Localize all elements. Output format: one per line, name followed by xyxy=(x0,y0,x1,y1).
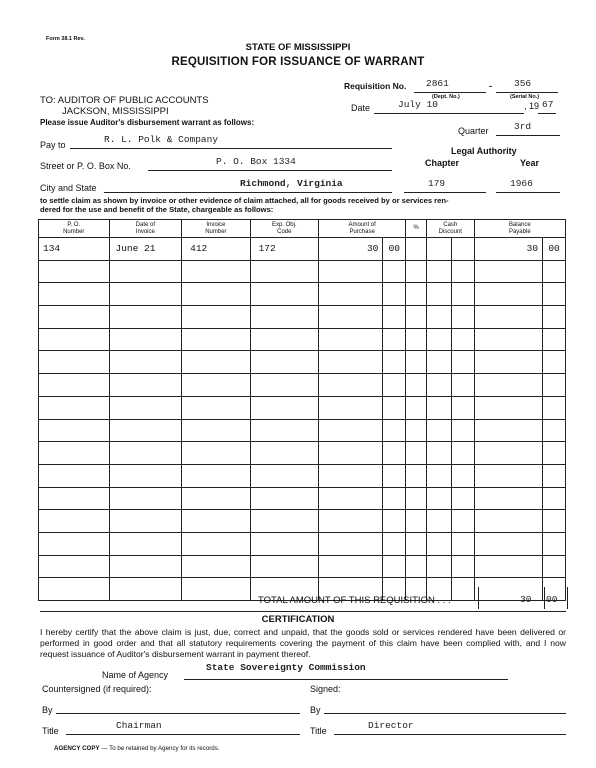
table-cell[interactable] xyxy=(451,260,474,283)
table-cell[interactable] xyxy=(182,283,250,306)
table-row xyxy=(39,396,566,419)
table-cell[interactable] xyxy=(182,442,250,465)
date-value[interactable]: July 10 xyxy=(398,99,438,110)
table-cell[interactable] xyxy=(250,510,318,533)
table-cell[interactable] xyxy=(474,351,542,374)
table-cell[interactable] xyxy=(109,555,182,578)
legal-year-value[interactable]: 1966 xyxy=(510,178,533,189)
table-cell[interactable] xyxy=(474,487,542,510)
table-cell[interactable] xyxy=(383,419,406,442)
table-cell[interactable] xyxy=(474,396,542,419)
to-line-2: JACKSON, MISSISSIPPI xyxy=(62,106,169,117)
table-cell[interactable] xyxy=(319,374,383,397)
table-cell[interactable] xyxy=(109,328,182,351)
table-cell[interactable] xyxy=(182,351,250,374)
certification-text: I hereby certify that the above claim is just, due, correct and unpaid, that the goods sold or services rendered have been delivered or performed in good order and that all statutory requirements covering the payment of this claim have been complied with, and I now request issuance of Auditor's disbursement warrant in payment thereof. xyxy=(40,627,566,659)
table-cell[interactable] xyxy=(406,306,427,329)
table-cell[interactable] xyxy=(543,351,566,374)
total-label: TOTAL AMOUNT OF THIS REQUISITION . . . xyxy=(258,595,451,606)
city-value[interactable]: Richmond, Virginia xyxy=(240,178,343,189)
to-line-1: TO: AUDITOR OF PUBLIC ACCOUNTS xyxy=(40,95,209,106)
requisition-label: Requisition No. xyxy=(344,81,407,91)
table-cell[interactable] xyxy=(383,532,406,555)
table-cell[interactable] xyxy=(474,283,542,306)
table-cell[interactable] xyxy=(109,306,182,329)
table-cell[interactable] xyxy=(39,510,110,533)
table-cell[interactable] xyxy=(182,306,250,329)
table-cell[interactable] xyxy=(543,328,566,351)
table-cell[interactable] xyxy=(182,419,250,442)
table-cell[interactable] xyxy=(543,464,566,487)
table-cell[interactable] xyxy=(250,328,318,351)
table-cell[interactable] xyxy=(182,487,250,510)
table-cell[interactable] xyxy=(319,532,383,555)
table-cell[interactable] xyxy=(39,419,110,442)
table-cell[interactable] xyxy=(426,487,451,510)
legal-authority-label: Legal Authority xyxy=(451,146,517,156)
table-cell[interactable] xyxy=(383,510,406,533)
chapter-value[interactable]: 179 xyxy=(428,178,446,189)
requisition-serial-value[interactable]: 356 xyxy=(514,78,532,89)
table-cell[interactable] xyxy=(39,260,110,283)
table-cell[interactable] xyxy=(109,351,182,374)
table-cell[interactable] xyxy=(426,464,451,487)
header-percent: % xyxy=(406,220,427,238)
table-cell[interactable] xyxy=(451,306,474,329)
table-cell[interactable] xyxy=(39,442,110,465)
table-cell[interactable] xyxy=(383,396,406,419)
cell-discount-a[interactable] xyxy=(426,238,451,261)
divider xyxy=(40,611,566,612)
title-label-right: Title xyxy=(310,726,327,736)
table-cell[interactable] xyxy=(406,555,427,578)
table-cell[interactable] xyxy=(426,442,451,465)
table-cell[interactable] xyxy=(250,464,318,487)
settle-text-2: dered for the use and benefit of the State, chargeable as follows: xyxy=(40,205,274,214)
pay-to-value[interactable]: R. L. Polk & Company xyxy=(104,134,219,145)
table-cell[interactable] xyxy=(406,396,427,419)
table-cell[interactable] xyxy=(474,442,542,465)
title-label-left: Title xyxy=(42,726,59,736)
table-row xyxy=(39,442,566,465)
table-cell[interactable] xyxy=(39,578,110,601)
pay-to-label: Pay to xyxy=(40,140,66,150)
cell-balance-dollars[interactable]: 30 xyxy=(474,238,542,261)
header-cash-discount: Cash Discount xyxy=(426,220,474,238)
table-row xyxy=(39,419,566,442)
table-cell[interactable] xyxy=(383,442,406,465)
serial-caption: (Serial No.) xyxy=(510,94,540,100)
table-cell[interactable] xyxy=(383,374,406,397)
agency-label: Name of Agency xyxy=(102,670,169,680)
table-cell[interactable] xyxy=(543,510,566,533)
table-cell[interactable] xyxy=(109,283,182,306)
table-cell[interactable] xyxy=(319,260,383,283)
table-cell[interactable] xyxy=(39,396,110,419)
table-cell[interactable] xyxy=(543,283,566,306)
left-title-value[interactable]: Chairman xyxy=(116,720,162,731)
table-cell[interactable] xyxy=(406,487,427,510)
chapter-label: Chapter xyxy=(425,158,460,168)
table-cell[interactable] xyxy=(406,283,427,306)
table-row xyxy=(39,374,566,397)
table-cell[interactable] xyxy=(182,396,250,419)
table-cell[interactable] xyxy=(406,532,427,555)
instruction-text: Please issue Auditor's disbursement warrant as follows: xyxy=(40,118,255,127)
table-cell[interactable] xyxy=(426,396,451,419)
table-cell[interactable] xyxy=(474,419,542,442)
table-cell[interactable] xyxy=(543,487,566,510)
table-cell[interactable] xyxy=(250,419,318,442)
state-heading: STATE OF MISSISSIPPI xyxy=(245,42,351,53)
table-cell[interactable] xyxy=(319,351,383,374)
table-cell[interactable] xyxy=(109,578,182,601)
table-cell[interactable] xyxy=(451,328,474,351)
table-cell[interactable] xyxy=(451,442,474,465)
right-title-value[interactable]: Director xyxy=(368,720,414,731)
table-cell[interactable] xyxy=(451,283,474,306)
table-cell[interactable] xyxy=(39,351,110,374)
table-cell[interactable] xyxy=(109,419,182,442)
date-label: Date xyxy=(351,103,371,113)
table-cell[interactable] xyxy=(109,532,182,555)
table-cell[interactable] xyxy=(543,396,566,419)
table-cell[interactable] xyxy=(182,464,250,487)
table-cell[interactable] xyxy=(109,260,182,283)
table-cell[interactable] xyxy=(543,374,566,397)
table-cell[interactable] xyxy=(250,351,318,374)
agency-value[interactable]: State Sovereignty Commission xyxy=(206,662,366,673)
table-cell[interactable] xyxy=(383,283,406,306)
table-cell[interactable] xyxy=(383,464,406,487)
cell-amount-dollars[interactable]: 30 xyxy=(319,238,383,261)
total-dollars-box xyxy=(478,587,545,609)
table-cell[interactable] xyxy=(406,374,427,397)
table-cell[interactable] xyxy=(250,442,318,465)
cell-date[interactable]: June 21 xyxy=(109,238,182,261)
header-invoice-number: Invoice Number xyxy=(182,220,250,238)
table-row xyxy=(39,487,566,510)
table-cell[interactable] xyxy=(383,306,406,329)
table-cell[interactable] xyxy=(474,510,542,533)
countersigned-label: Countersigned (if required): xyxy=(42,684,152,694)
table-cell[interactable] xyxy=(182,510,250,533)
table-row xyxy=(39,260,566,283)
table-cell[interactable] xyxy=(406,419,427,442)
table-cell[interactable] xyxy=(543,442,566,465)
header-po-number: P. O. Number xyxy=(39,220,110,238)
table-cell[interactable] xyxy=(319,306,383,329)
cell-code[interactable]: 172 xyxy=(250,238,318,261)
city-label: City and State xyxy=(40,183,97,193)
table-cell[interactable] xyxy=(39,464,110,487)
table-cell[interactable] xyxy=(426,283,451,306)
settle-text-1: to settle claim as shown by invoice or other evidence of claim attached, all for goods received by or services ren- xyxy=(40,196,449,205)
total-cents[interactable]: 00 xyxy=(546,594,558,605)
table-row xyxy=(39,351,566,374)
table-row xyxy=(39,464,566,487)
table-cell[interactable] xyxy=(39,374,110,397)
table-cell[interactable] xyxy=(451,419,474,442)
table-cell[interactable] xyxy=(426,328,451,351)
agency-copy-label: AGENCY COPY xyxy=(54,745,100,752)
table-cell[interactable] xyxy=(451,464,474,487)
table-cell[interactable] xyxy=(39,283,110,306)
table-cell[interactable] xyxy=(319,487,383,510)
table-cell[interactable] xyxy=(451,510,474,533)
table-cell[interactable] xyxy=(39,328,110,351)
table-cell[interactable] xyxy=(250,374,318,397)
table-cell[interactable] xyxy=(383,351,406,374)
table-cell[interactable] xyxy=(406,464,427,487)
table-cell[interactable] xyxy=(39,487,110,510)
table-cell[interactable] xyxy=(451,555,474,578)
table-cell[interactable] xyxy=(426,510,451,533)
table-cell[interactable] xyxy=(426,419,451,442)
table-cell[interactable] xyxy=(426,351,451,374)
table-cell[interactable] xyxy=(319,510,383,533)
cell-invoice[interactable]: 412 xyxy=(182,238,250,261)
table-cell[interactable] xyxy=(474,532,542,555)
table-cell[interactable] xyxy=(383,555,406,578)
table-cell[interactable] xyxy=(451,578,474,601)
table-cell[interactable] xyxy=(383,260,406,283)
table-cell[interactable] xyxy=(319,419,383,442)
table-cell[interactable] xyxy=(451,374,474,397)
signed-label: Signed: xyxy=(310,684,341,694)
cell-po[interactable]: 134 xyxy=(39,238,110,261)
table-cell[interactable] xyxy=(39,532,110,555)
table-cell[interactable] xyxy=(182,532,250,555)
table-cell[interactable] xyxy=(109,510,182,533)
header-amount-of-purchase: Amount of Purchase xyxy=(319,220,406,238)
table-cell[interactable] xyxy=(406,442,427,465)
street-value[interactable]: P. O. Box 1334 xyxy=(216,156,296,167)
table-cell[interactable] xyxy=(383,328,406,351)
table-cell[interactable] xyxy=(250,532,318,555)
table-cell[interactable] xyxy=(426,374,451,397)
table-cell[interactable] xyxy=(426,260,451,283)
table-cell[interactable] xyxy=(406,260,427,283)
header-date-of-invoice: Date of Invoice xyxy=(109,220,182,238)
header-exp-obj-code: Exp. Obj. Code xyxy=(250,220,318,238)
table-cell[interactable] xyxy=(451,487,474,510)
quarter-label: Quarter xyxy=(458,126,489,136)
table-row xyxy=(39,510,566,533)
requisition-dept-value[interactable]: 2861 xyxy=(426,78,449,89)
table-cell[interactable] xyxy=(474,328,542,351)
table-row xyxy=(39,306,566,329)
table-cell[interactable] xyxy=(426,306,451,329)
by-label-right: By xyxy=(310,705,321,715)
table-cell[interactable] xyxy=(250,306,318,329)
table-cell[interactable] xyxy=(182,260,250,283)
table-cell[interactable] xyxy=(319,555,383,578)
table-row xyxy=(39,328,566,351)
table-cell[interactable] xyxy=(474,464,542,487)
table-cell[interactable] xyxy=(474,374,542,397)
footer xyxy=(54,745,220,752)
table-cell[interactable] xyxy=(406,351,427,374)
table-cell[interactable] xyxy=(109,396,182,419)
table-cell[interactable] xyxy=(474,555,542,578)
table-cell[interactable] xyxy=(250,283,318,306)
table-cell[interactable] xyxy=(250,487,318,510)
table-cell[interactable] xyxy=(109,374,182,397)
cell-discount-b[interactable] xyxy=(451,238,474,261)
year-label: Year xyxy=(520,158,540,168)
table-cell[interactable] xyxy=(109,487,182,510)
agency-copy-text: — To be retained by Agency for its records. xyxy=(101,745,220,752)
year-prefix: , 19 xyxy=(524,101,540,111)
table-cell[interactable] xyxy=(109,442,182,465)
table-cell[interactable] xyxy=(451,396,474,419)
year-value[interactable]: 67 xyxy=(542,99,554,110)
cell-balance-cents[interactable]: 00 xyxy=(543,238,566,261)
table-cell[interactable] xyxy=(426,532,451,555)
header-balance-payable: Balance Payable xyxy=(474,220,565,238)
dash: - xyxy=(489,81,492,91)
table-cell[interactable] xyxy=(250,555,318,578)
table-cell[interactable] xyxy=(182,328,250,351)
form-number: Form 38.1 Rev. xyxy=(46,36,85,42)
table-cell[interactable] xyxy=(39,306,110,329)
line-items-table xyxy=(38,219,566,601)
table-row xyxy=(39,555,566,578)
street-label: Street or P. O. Box No. xyxy=(40,161,131,171)
table-row xyxy=(39,283,566,306)
table-cell[interactable] xyxy=(451,351,474,374)
quarter-value[interactable]: 3rd xyxy=(514,121,532,132)
table-cell[interactable] xyxy=(182,578,250,601)
table-cell[interactable] xyxy=(319,283,383,306)
table-cell[interactable] xyxy=(543,555,566,578)
page-title: REQUISITION FOR ISSUANCE OF WARRANT xyxy=(171,56,425,68)
table-cell[interactable] xyxy=(406,510,427,533)
table-cell[interactable] xyxy=(250,396,318,419)
table-cell[interactable] xyxy=(543,419,566,442)
cell-amount-cents[interactable]: 00 xyxy=(383,238,406,261)
table-cell[interactable] xyxy=(543,260,566,283)
table-row xyxy=(39,532,566,555)
table-cell[interactable] xyxy=(543,532,566,555)
certification-heading: CERTIFICATION xyxy=(261,614,335,625)
table-cell[interactable] xyxy=(451,532,474,555)
table-cell[interactable] xyxy=(39,555,110,578)
table-cell[interactable] xyxy=(109,464,182,487)
table-cell[interactable] xyxy=(426,555,451,578)
by-label-left: By xyxy=(42,705,53,715)
table-cell[interactable] xyxy=(182,374,250,397)
table-cell[interactable] xyxy=(474,260,542,283)
table-cell[interactable] xyxy=(319,442,383,465)
total-dollars[interactable]: 30 xyxy=(520,594,532,605)
cell-percent[interactable] xyxy=(406,238,427,261)
dept-caption: (Dept. No.) xyxy=(432,94,460,100)
table-row xyxy=(39,238,566,261)
table-cell[interactable] xyxy=(406,328,427,351)
table-cell[interactable] xyxy=(250,260,318,283)
table-cell[interactable] xyxy=(319,396,383,419)
table-cell[interactable] xyxy=(474,306,542,329)
table-cell[interactable] xyxy=(543,306,566,329)
table-cell[interactable] xyxy=(319,328,383,351)
table-cell[interactable] xyxy=(319,464,383,487)
table-cell[interactable] xyxy=(182,555,250,578)
table-cell[interactable] xyxy=(383,487,406,510)
